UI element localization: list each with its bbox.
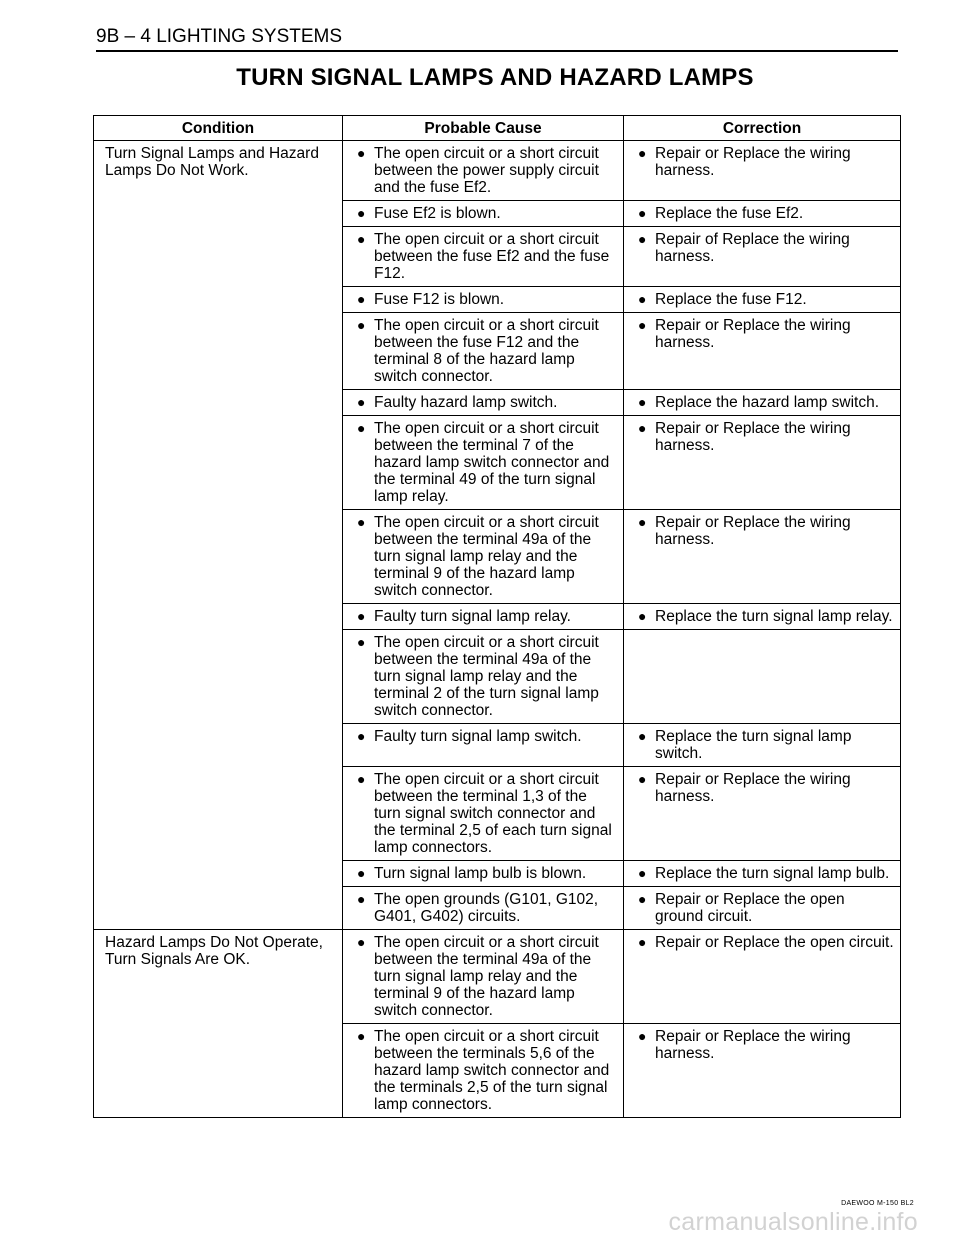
table-row	[94, 227, 901, 287]
probable-cause-cell	[343, 724, 624, 767]
condition-cell: Turn Signal Lamps and Hazard Lamps Do Not Work.	[94, 141, 343, 201]
correction-item	[630, 608, 894, 625]
correction-text: Repair or Replace the wiring harness.	[655, 145, 851, 179]
bullet-icon: ●	[638, 317, 647, 333]
diagnosis-table	[93, 115, 901, 1118]
probable-cause-cell	[343, 630, 624, 724]
bullet-icon: ●	[638, 891, 647, 907]
cause-text: The open circuit or a short circuit between the fuse Ef2 and the fuse F12.	[374, 231, 610, 282]
correction-cell	[624, 630, 901, 724]
bullet-icon: ●	[357, 891, 366, 907]
bullet-icon: ●	[638, 420, 647, 436]
cause-text: The open circuit or a short circuit between the fuse F12 and the terminal 8 of the hazard lamp switch connector.	[374, 317, 599, 385]
correction-item	[630, 891, 894, 925]
table-row	[94, 141, 901, 201]
bullet-icon: ●	[357, 634, 366, 650]
correction-item	[630, 771, 894, 805]
condition-cell	[94, 887, 343, 930]
correction-cell	[624, 141, 901, 201]
table-row	[94, 287, 901, 313]
correction-item	[630, 205, 894, 222]
table-body	[94, 141, 901, 1118]
correction-item	[630, 1028, 894, 1062]
cause-item	[349, 291, 617, 308]
cause-text: The open circuit or a short circuit between the terminal 49a of the turn signal lamp relay and the terminal 9 of the hazard lamp switch connector.	[374, 514, 599, 599]
bullet-icon: ●	[638, 608, 647, 624]
bullet-icon: ●	[357, 317, 366, 333]
table-row	[94, 724, 901, 767]
correction-cell	[624, 767, 901, 861]
condition-cell	[94, 604, 343, 630]
correction-cell	[624, 724, 901, 767]
bullet-icon: ●	[638, 231, 647, 247]
cause-item	[349, 728, 617, 745]
bullet-icon: ●	[638, 394, 647, 410]
bullet-icon: ●	[357, 394, 366, 410]
table-row	[94, 861, 901, 887]
table-header-row	[94, 116, 901, 141]
probable-cause-cell	[343, 887, 624, 930]
bullet-icon: ●	[357, 205, 366, 221]
cause-text: Fuse F12 is blown.	[374, 291, 505, 308]
correction-text: Replace the fuse F12.	[655, 291, 807, 308]
document-title: TURN SIGNAL LAMPS AND HAZARD LAMPS	[236, 64, 754, 91]
table-row	[94, 767, 901, 861]
cause-item	[349, 317, 617, 385]
bullet-icon: ●	[357, 865, 366, 881]
probable-cause-cell	[343, 510, 624, 604]
cause-text: Faulty turn signal lamp relay.	[374, 608, 571, 625]
correction-item	[630, 291, 894, 308]
correction-item	[630, 231, 894, 265]
condition-cell	[94, 630, 343, 724]
condition-cell	[94, 201, 343, 227]
probable-cause-cell	[343, 287, 624, 313]
cause-text: The open circuit or a short circuit between the terminal 49a of the turn signal lamp relay and the terminal 2 of the turn signal lamp switch connector.	[374, 634, 599, 719]
cause-item	[349, 394, 617, 411]
correction-cell	[624, 1024, 901, 1118]
table-row	[94, 313, 901, 390]
condition-cell	[94, 287, 343, 313]
condition-cell	[94, 767, 343, 861]
table-row	[94, 887, 901, 930]
cause-item	[349, 934, 617, 1019]
bullet-icon: ●	[638, 728, 647, 744]
bullet-icon: ●	[638, 291, 647, 307]
watermark: carmanualsonline.info	[668, 1208, 918, 1236]
correction-text: Repair of Replace the wiring harness.	[655, 231, 850, 265]
correction-text: Replace the turn signal lamp bulb.	[655, 865, 890, 882]
table-row	[94, 416, 901, 510]
probable-cause-cell	[343, 313, 624, 390]
correction-cell	[624, 313, 901, 390]
correction-item	[630, 514, 894, 548]
bullet-icon: ●	[357, 514, 366, 530]
probable-cause-cell	[343, 604, 624, 630]
correction-text: Replace the turn signal lamp relay.	[655, 608, 893, 625]
cause-item	[349, 205, 617, 222]
correction-text: Repair or Replace the open circuit.	[655, 934, 894, 951]
condition-cell	[94, 313, 343, 390]
correction-item	[630, 420, 894, 454]
correction-text: Repair or Replace the wiring harness.	[655, 420, 851, 454]
condition-cell	[94, 510, 343, 604]
bullet-icon: ●	[638, 934, 647, 950]
bullet-icon: ●	[638, 514, 647, 530]
cause-item	[349, 514, 617, 599]
correction-text: Repair or Replace the wiring harness.	[655, 514, 851, 548]
probable-cause-cell	[343, 201, 624, 227]
cause-text: The open grounds (G101, G102, G401, G402) circuits.	[374, 891, 599, 925]
footer-document-code: DAEWOO M-150 BL2	[841, 1200, 914, 1207]
cause-text: Faulty hazard lamp switch.	[374, 394, 558, 411]
cause-text: Turn signal lamp bulb is blown.	[374, 865, 587, 882]
cause-text: The open circuit or a short circuit between the power supply circuit and the fuse Ef2.	[374, 145, 599, 196]
bullet-icon: ●	[357, 145, 366, 161]
probable-cause-cell	[343, 390, 624, 416]
correction-cell	[624, 861, 901, 887]
cause-text: The open circuit or a short circuit between the terminal 1,3 of the turn signal switch connector and the terminal 2,5 of each turn signal lamp connectors.	[374, 771, 612, 856]
cause-item	[349, 420, 617, 505]
probable-cause-cell	[343, 141, 624, 201]
correction-text: Replace the fuse Ef2.	[655, 205, 804, 222]
table-row	[94, 604, 901, 630]
condition-cell	[94, 1024, 343, 1118]
correction-text: Repair or Replace the open ground circuit.	[655, 891, 845, 925]
correction-item	[630, 728, 894, 762]
cause-text: Fuse Ef2 is blown.	[374, 205, 501, 222]
condition-cell	[94, 227, 343, 287]
correction-item	[630, 934, 894, 951]
correction-cell	[624, 930, 901, 1024]
bullet-icon: ●	[357, 1028, 366, 1044]
cause-item	[349, 608, 617, 625]
page-header: 9B – 4 LIGHTING SYSTEMS	[96, 26, 898, 52]
correction-cell	[624, 287, 901, 313]
probable-cause-cell	[343, 416, 624, 510]
cause-item	[349, 231, 617, 282]
bullet-icon: ●	[638, 145, 647, 161]
correction-text: Replace the hazard lamp switch.	[655, 394, 880, 411]
bullet-icon: ●	[357, 728, 366, 744]
probable-cause-cell	[343, 861, 624, 887]
bullet-icon: ●	[638, 865, 647, 881]
cause-text: Faulty turn signal lamp switch.	[374, 728, 582, 745]
probable-cause-cell	[343, 930, 624, 1024]
correction-text: Repair or Replace the wiring harness.	[655, 771, 851, 805]
correction-text: Repair or Replace the wiring harness.	[655, 317, 851, 351]
bullet-icon: ●	[357, 420, 366, 436]
condition-cell	[94, 861, 343, 887]
correction-cell	[624, 201, 901, 227]
cause-item	[349, 634, 617, 719]
bullet-icon: ●	[638, 205, 647, 221]
correction-text: Repair or Replace the wiring harness.	[655, 1028, 851, 1062]
table-row	[94, 930, 901, 1024]
probable-cause-cell	[343, 767, 624, 861]
correction-text: Replace the turn signal lamp switch.	[655, 728, 852, 762]
correction-cell	[624, 887, 901, 930]
cause-text: The open circuit or a short circuit between the terminal 49a of the turn signal lamp relay and the terminal 9 of the hazard lamp switch connector.	[374, 934, 599, 1019]
bullet-icon: ●	[357, 934, 366, 950]
table-row	[94, 390, 901, 416]
cause-item	[349, 891, 617, 925]
correction-cell	[624, 416, 901, 510]
probable-cause-cell	[343, 1024, 624, 1118]
bullet-icon: ●	[357, 771, 366, 787]
table-row	[94, 201, 901, 227]
correction-cell	[624, 510, 901, 604]
cause-item	[349, 1028, 617, 1113]
bullet-icon: ●	[357, 291, 366, 307]
column-header-condition: Condition	[94, 116, 343, 141]
bullet-icon: ●	[357, 608, 366, 624]
cause-item	[349, 865, 617, 882]
table-row	[94, 630, 901, 724]
condition-cell	[94, 724, 343, 767]
condition-cell	[94, 416, 343, 510]
correction-cell	[624, 390, 901, 416]
cause-text: The open circuit or a short circuit between the terminals 5,6 of the hazard lamp switch connector and the terminals 2,5 of the turn signal lamp connectors.	[374, 1028, 610, 1113]
condition-cell: Hazard Lamps Do Not Operate, Turn Signals Are OK.	[94, 930, 343, 1024]
correction-cell	[624, 604, 901, 630]
correction-cell	[624, 227, 901, 287]
cause-text: The open circuit or a short circuit between the terminal 7 of the hazard lamp switch connector and the terminal 49 of the turn signal lamp relay.	[374, 420, 610, 505]
column-header-correction: Correction	[624, 116, 901, 141]
table-row	[94, 1024, 901, 1118]
probable-cause-cell	[343, 227, 624, 287]
bullet-icon: ●	[357, 231, 366, 247]
cause-item	[349, 771, 617, 856]
correction-item	[630, 145, 894, 179]
table-row	[94, 510, 901, 604]
column-header-probable-cause: Probable Cause	[343, 116, 624, 141]
correction-item	[630, 865, 894, 882]
correction-item	[630, 317, 894, 351]
condition-cell	[94, 390, 343, 416]
correction-item	[630, 394, 894, 411]
bullet-icon: ●	[638, 1028, 647, 1044]
cause-item	[349, 145, 617, 196]
bullet-icon: ●	[638, 771, 647, 787]
